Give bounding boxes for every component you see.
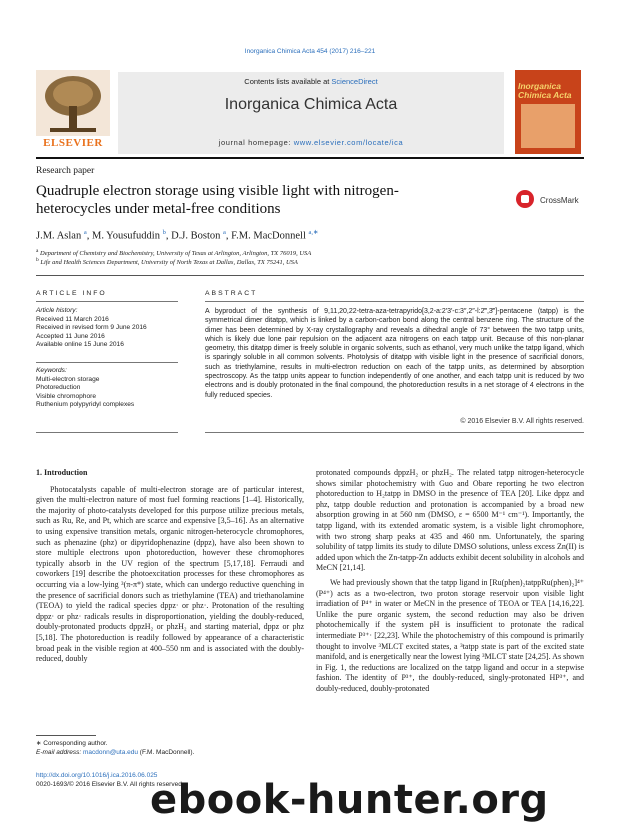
crossmark-inner-icon [521,195,529,203]
keywords-label: Keywords: [36,367,67,374]
article-info-bottom-rule [36,432,178,433]
cover-artwork [521,104,575,148]
body-paragraph: protonated compounds dppzH₂ or phzH₂. The related tatpp nitrogen-heterocycle shows similar photochemistry with Guo and Obare reporting he two electron photoreduction to H₂tatpp in DMSO in the presence of TEA [20]. Like dppz and phz, tatpp double reduction and protonation is accompanied by a broad new absorption growing in at 560 nm (DMSO, ε = 6500 M⁻¹ cm⁻¹). Importantly, the tatpp ligand, with its extended aromatic system, is a visible light chromophore, with two strong sharp peaks at 435 and 460 nm. Unfortunately, the sparing solubility of tatpp limits its study to dilute DMSO solutions, unless excess Zn(II) is added upon which the Zn-tatpp-Zn adducts exhibit decent solubility in alcohols and MeCN [21,14]. [316,468,584,573]
abstract-heading: ABSTRACT [205,290,258,297]
author-affil-sup[interactable]: a [83,229,87,236]
sciencedirect-link[interactable]: ScienceDirect [331,77,378,86]
email-line [36,749,304,758]
history-item: Received 11 March 2016 [36,315,109,323]
abstract-text: A byproduct of the synthesis of 9,11,20,22-tetra-aza-tetrapyrido[3,2-a:2′3′-c:3″,2″-l:2‴,3‴]-pentacene (tatpp) is the symmetrical dimer ditatpp, which is linked by a carbon-carbon bond along the central benzene ring. The structure of the dimer has been determined by X-ray crystallography and reveals a dihedral angle of 73° between the two tatpp units, which is likely due lone pair repulsion on the adjacent aza nitrogens on each tatpp unit. Because of this non-planar geometry, this ditatpp dimer is freely soluble in organic solvents, such as ethanol, very much unlike the tatpp ligand, which is sparingly soluble in all common solvents. Photolysis of ditatpp with visible light in the presence of sacrificial donors, such as triethylamine, results in multi-electron reduction on each of the tatpp units, as determined by absorption spectroscopy. As the tatpp units appear to function independently of one another, and each tatpp unit is reduced by two electrons and is doubly protonated in the final compound, the photoreduction results in a net storage of 4 electrons in the fully reduced species. [205,308,584,399]
body-column-right [316,468,584,698]
journal-homepage [118,138,504,147]
author-affil-sup[interactable]: b [162,229,166,236]
doi-link[interactable]: http://dx.doi.org/10.1016/j.ica.2016.06.025 [36,772,158,779]
email-suffix: (F.M. MacDonnell). [138,748,195,756]
author-list: J.M. Aslan $^a$, M. Yousufuddin $^b$, D.J. Boston $^a$, F.M. MacDonnell $^{a,∗}$ [36,229,319,242]
journal-name: Inorganica Chimica Acta [224,96,398,113]
header-rule [36,157,584,159]
author-affil-sup[interactable]: a,∗ [308,229,319,236]
body-paragraph: Photocatalysts capable of multi-electron storage are of particular interest, given the multi-electron nature of most fuel forming reactions [1–4]. Historically, the majority of photo-catalysts developed for this purpose utilize precious metals, such as Ru, Re, and Pt, which are scarce and expensive [3,5–16]. As an alternative to using expensive transition metals, organic nitrogen-heterocycle chromophores, such as phenazine (phz) or dipyridophenazine (dppz), have also been shown to store multiple electrons upon photoreduction, however these chromophores typically absorb in the UV region of the spectrum [5,17,18]. Ferraudi and coworkers [19] describe the photoexcitation processes for these chromophores as occurring via a low-lying ³(π-π*) state, which can undergo reductive quenching in the presence of sacrificial donors such as triethylamine (TEA) and triethanolamine (TEOA) to yield the radical species dppz· or phz·. Protonation of the resulting dppz· or phz· radicals results in disproportionation, yielding the doubly-reduced, doubly-protonated products dppzH₂ or phzH₂ and starting material, dppz or phz [5,18]. The photoreduction is readily followed by appearance of a characteristic broad peak in the visible region at 400–550 nm and is associated with the doubly-reduced, doubly [36,484,304,664]
author-affil-sup[interactable]: a [223,229,226,236]
elsevier-tree-logo-icon [36,70,110,136]
homepage-prefix: journal homepage: [218,138,294,147]
keyword: Ruthenium polypyridyl complexes [36,401,135,409]
introduction-heading: 1. Introduction [36,468,88,477]
history-label: Article history: [36,307,78,314]
email-label: E-mail address: [36,748,83,756]
affiliation [36,248,311,257]
article-info-rule [36,301,178,302]
affiliation-text: Life and Health Sciences Department, University of North Texas at Dallas, Dallas, TX 75241, USA [40,259,298,267]
keywords-rule [36,362,178,363]
cover-title: Inorganica Chimica Acta [518,81,572,100]
affiliation [36,257,298,266]
affiliation-sup: b [36,257,39,263]
section-rule [36,275,584,276]
author-name[interactable]: F.M. MacDonnell [231,230,306,242]
article-info-heading: ARTICLE INFO [36,290,107,297]
abstract-rule [205,301,584,302]
body-column-left [36,468,304,669]
abstract-bottom-rule [205,432,584,433]
footnote-rule [36,735,96,736]
affiliation-text: Department of Chemistry and Biochemistry, University of Texas at Arlington, Arlington, TX 76019, USA [40,250,312,258]
issn-line: 0020-1693/© 2016 Elsevier B.V. All rights reserved. [36,781,184,788]
history-item: Received in revised form 9 June 2016 [36,324,147,332]
homepage-link[interactable]: www.elsevier.com/locate/ica [293,138,404,147]
keyword: Photoreduction [36,384,81,392]
article-type: Research paper [36,166,95,176]
keyword: Multi-electron storage [36,375,100,383]
author-name[interactable]: J.M. Aslan [36,230,82,242]
contents-prefix: Contents lists available at [244,77,332,86]
corresponding-author-note: ∗ Corresponding author. [36,740,108,747]
affiliation-sup: a [36,248,39,254]
article-title: Quadruple electron storage using visible light with nitrogen-heterocycles under metal-free conditions [36,183,399,217]
author-name[interactable]: D.J. Boston [171,230,221,242]
publisher-logo-text: ELSEVIER [43,137,103,149]
footnote [36,740,304,757]
watermark-text: ebook-hunter.org [150,777,549,823]
crossmark-label[interactable]: CrossMark [540,196,579,205]
history-item: Accepted 11 June 2016 [36,332,105,340]
email-link[interactable]: macdonn@uta.edu [82,748,138,756]
journal-citation[interactable]: Inorganica Chimica Acta 454 (2017) 216–221 [244,48,376,55]
body-paragraph: We had previously shown that the tatpp ligand in [Ru(phen)₂tatppRu(phen)₂]⁴⁺ (P⁴⁺) acts as a two-electron, two proton storage reservoir upon visible light irradiation of P⁴⁺ in water or MeCN in the presence of TEOA or TEA [14,16,22]. Unlike the pure organic system, the second reduction may also be driven photochemically if the system pH is insufficient to protonate the radical intermediate P³⁺· [22,23]. While the photochemistry of this compound is primarily thought to involve ³MLCT excited states, a ³tatpp state is part of the excited state manifold, and is energetically near the lowest lying ³MLCT state [24,25]. As shown in Fig. 1, the reductions are localized on the tatpp ligand and occur in a stepwise fashion. The identity of P³⁺, the doubly-reduced, singly-protonated HP³⁺, and doubly-reduced, doubly-protonated [316,577,584,693]
author-name[interactable]: M. Yousufuddin [91,230,160,242]
abstract-copyright: © 2016 Elsevier B.V. All rights reserved. [460,418,584,425]
keyword: Visible chromophore [36,392,96,400]
keywords [36,367,178,410]
history-item: Available online 15 June 2016 [36,341,124,349]
contents-line [118,77,504,86]
article-history [36,307,178,350]
